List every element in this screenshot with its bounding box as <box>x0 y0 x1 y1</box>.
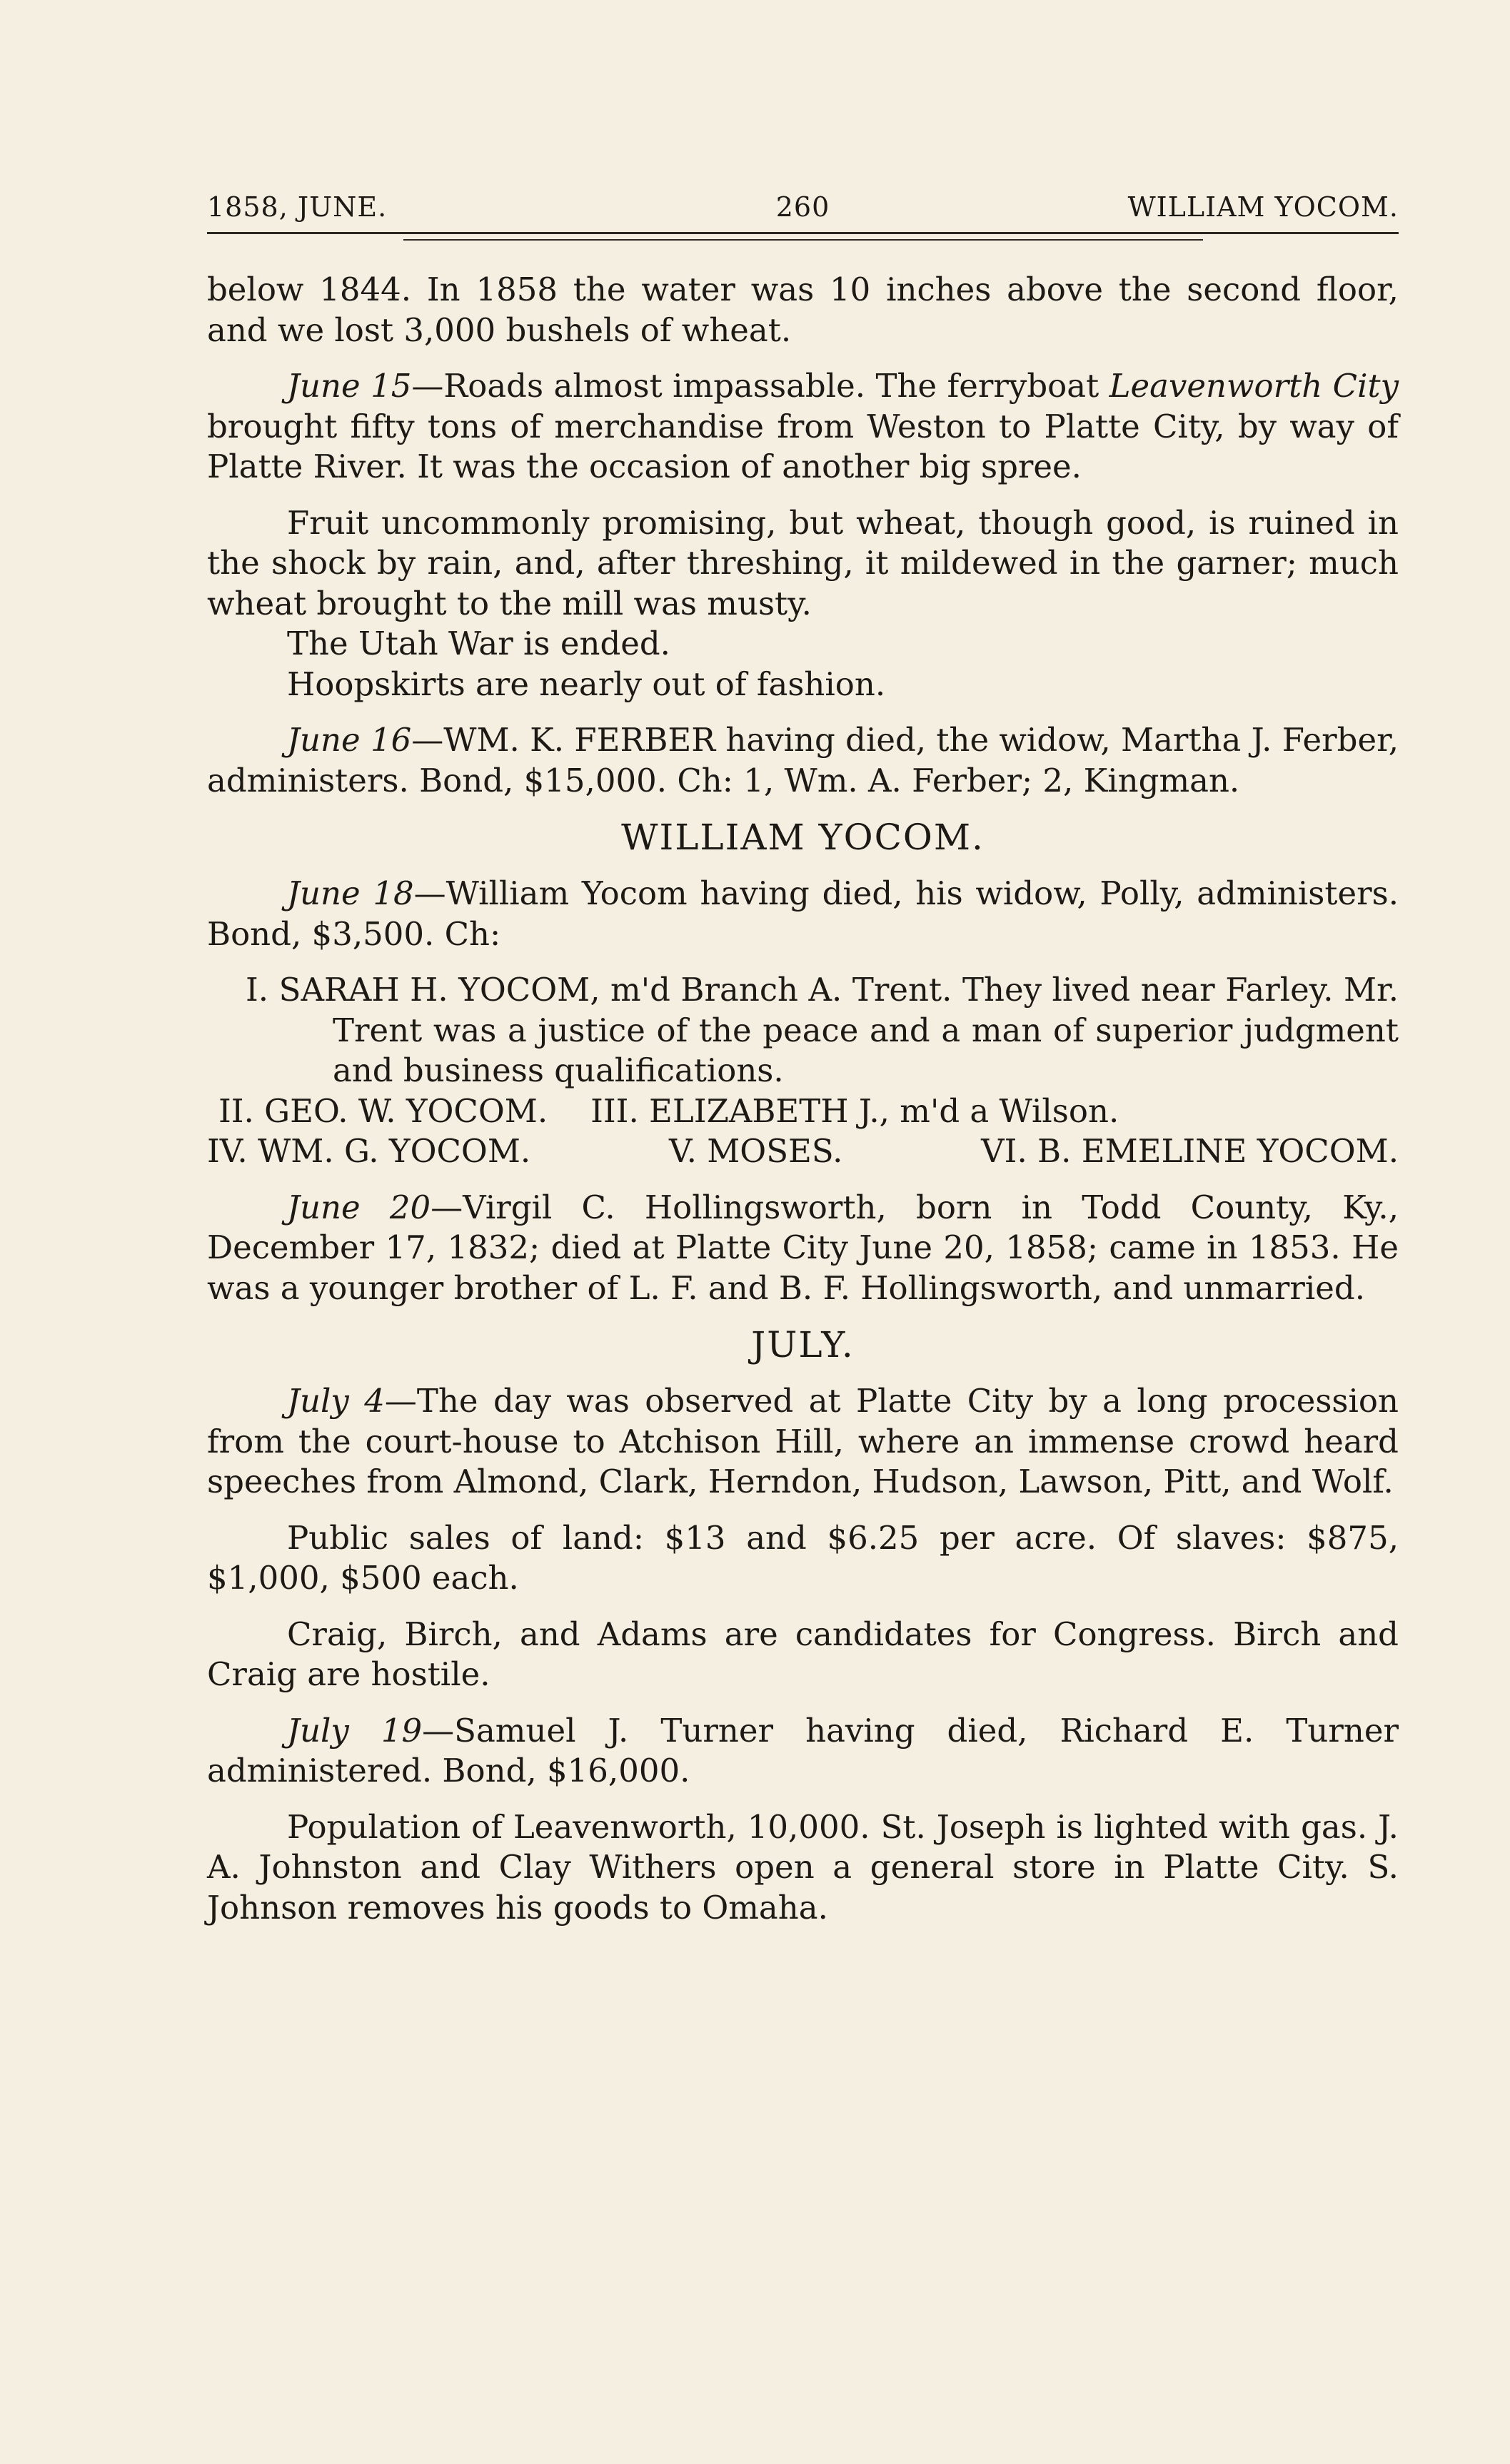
paragraph-utah-war: The Utah War is ended. <box>287 625 670 662</box>
header-rule <box>403 239 1203 241</box>
child-entry-moses: V. MOSES. <box>668 1132 843 1170</box>
header-title: WILLIAM YOCOM. <box>1127 191 1399 223</box>
section-heading-july: JULY. <box>751 1324 855 1365</box>
entry-text: —WM. K. FERBER having died, the widow, Martha J. Ferber, administers. Bond, $15,000. Ch: 1, Wm. A. Ferber; 2, Kingman. <box>207 721 1399 799</box>
entry-date: July 19 <box>287 1711 423 1749</box>
paragraph-flood: below 1844. In 1858 the water was 10 inches above the second floor, and we lost 3,000 bushels of wheat. <box>207 271 1399 349</box>
running-head <box>207 184 1399 234</box>
entry-text: —The day was observed at Platte City by a long procession from the court-house to Atchison Hill, where an immense crowd heard speeches from Almond, Clark, Herndon, Hudson, Lawson, Pitt, and Wolf. <box>207 1382 1399 1500</box>
entry-text: —Samuel J. Turner having died, Richard E. Turner administered. Bond, $16,000. <box>207 1711 1399 1789</box>
child-entry-elizabeth: III. ELIZABETH J., m'd a Wilson. <box>590 1091 1119 1130</box>
paragraph-candidates: Craig, Birch, and Adams are candidates for Congress. Birch and Craig are hostile. <box>207 1615 1399 1693</box>
header-date: 1858, JUNE. <box>207 191 388 223</box>
child-entry-geo: II. GEO. W. YOCOM. <box>218 1091 548 1130</box>
entry-date: June 15 <box>287 367 412 405</box>
children-list <box>207 970 1399 1172</box>
paragraph-population: Population of Leavenworth, 10,000. St. Joseph is lighted with gas. J. A. Johnston and Clay Withers open a general store in Platte City. S. Johnson removes his goods to Omaha. <box>207 1807 1399 1927</box>
section-heading-yocom: WILLIAM YOCOM. <box>621 817 985 858</box>
children-row-3 <box>207 1131 1399 1172</box>
paragraph-june-18 <box>207 874 1399 954</box>
boat-name: Leavenworth City <box>1109 367 1399 405</box>
paragraph-june-16 <box>207 720 1399 801</box>
paragraph-july-19 <box>207 1711 1399 1792</box>
paragraph-hoopskirts: Hoopskirts are nearly out of fashion. <box>287 665 886 703</box>
paragraph-public-sales: Public sales of land: $13 and $6.25 per acre. Of slaves: $875, $1,000, $500 each. <box>207 1518 1399 1597</box>
entry-text: —Roads almost impassable. The ferryboat <box>411 367 1109 405</box>
entry-date: June 18 <box>287 874 414 912</box>
paragraph-june-20 <box>207 1188 1399 1309</box>
page-body <box>207 270 1399 1928</box>
entry-date: June 20 <box>287 1188 431 1226</box>
entry-text: —William Yocom having died, his widow, Polly, administers. Bond, $3,500. Ch: <box>207 874 1399 953</box>
paragraph-july-4 <box>207 1381 1399 1503</box>
entry-date: July 4 <box>287 1382 385 1420</box>
child-entry-wm: IV. WM. G. YOCOM. <box>207 1132 531 1170</box>
entry-date: June 16 <box>287 721 412 759</box>
page-number: 260 <box>775 191 830 223</box>
paragraph-fruit: Fruit uncommonly promising, but wheat, though good, is ruined in the shock by rain, and, after threshing, it mildewed in the garner; much wheat brought to the mill was musty. <box>207 503 1399 622</box>
entry-text-cont: brought fifty tons of merchandise from Weston to Platte City, by way of Platte River. It was the occasion of another big spree. <box>207 407 1399 485</box>
entry-text: —Virgil C. Hollingsworth, born in Todd County, Ky., December 17, 1832; died at Platte City June 20, 1858; came in 1853. He was a younger brother of L. F. and B. F. Hollingsworth, and unmarried. <box>207 1188 1399 1307</box>
children-row-2 <box>207 1091 1399 1132</box>
child-entry-emeline: VI. B. EMELINE YOCOM. <box>981 1132 1399 1170</box>
child-entry-sarah: I. SARAH H. YOCOM, m'd Branch A. Trent. They lived near Farley. Mr. Trent was a justice of the peace and a man of superior judgment and business qualifications. <box>246 971 1399 1089</box>
paragraph-june-15 <box>207 366 1399 488</box>
